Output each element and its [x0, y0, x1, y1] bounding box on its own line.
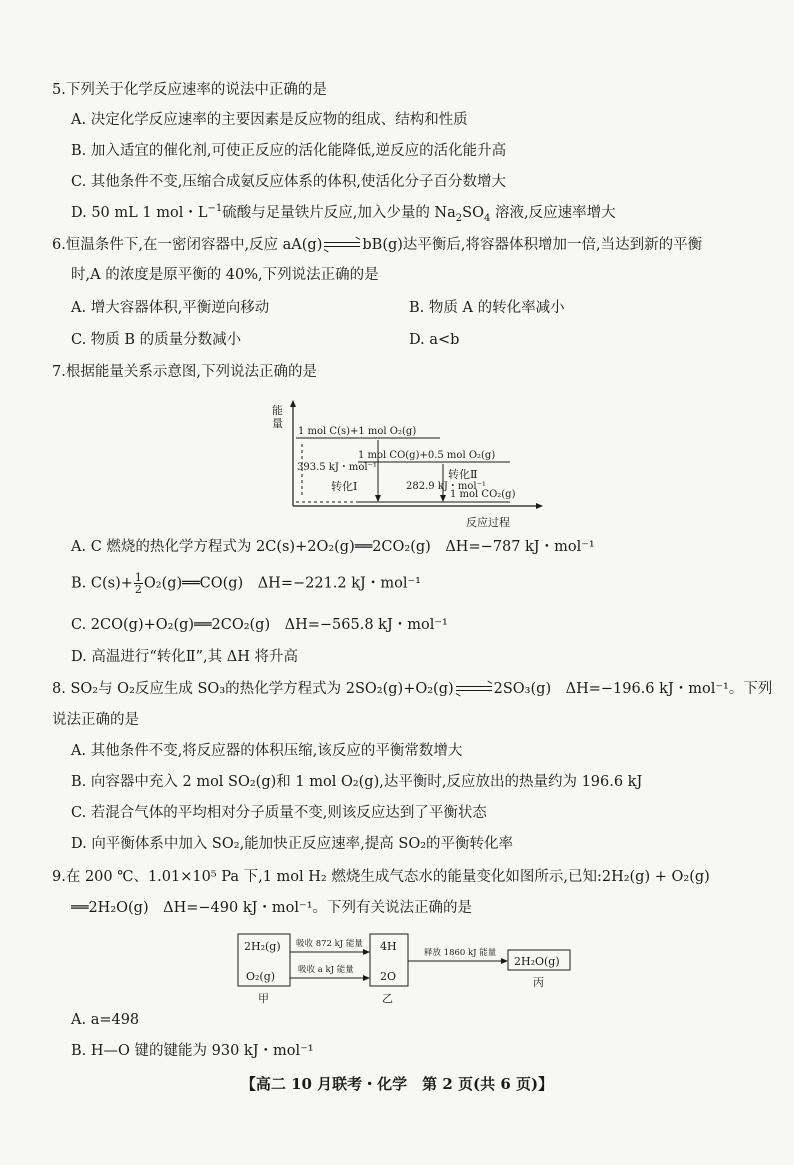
q6-option-c: C. 物质 B 的质量分数减小 — [71, 332, 242, 348]
bond-energy-diagram — [230, 928, 580, 1014]
q6-option-d: D. a<b — [409, 332, 460, 348]
arrow-absorb-a-icon — [363, 975, 370, 981]
q5-option-b: B. 加入适宜的催化剂,可使正反应的活化能降低,逆反应的活化能升高 — [71, 143, 507, 159]
q8-stem: 8. SO₂与 O₂反应生成 SO₃的热化学方程式为 2SO₂(g)+O₂(g) 2SO₃(g) ΔH=−196.6 kJ・mol⁻¹。下列 — [52, 681, 773, 697]
q5-option-c: C. 其他条件不变,压缩合成氨反应体系的体积,使活化分子百分数增大 — [71, 174, 507, 190]
q8-option-a: A. 其他条件不变,将反应器的体积压缩,该反应的平衡常数增大 — [71, 743, 463, 759]
q8-option-d: D. 向平衡体系中加入 SO₂,能加快正反应速率,提高 SO₂的平衡转化率 — [71, 836, 514, 852]
energy-level-2-label: 1 mol CO(g)+0.5 mol O₂(g) — [358, 450, 496, 461]
arrow-absorb-872-icon — [363, 949, 370, 955]
diagram-y-label-bottom: 量 — [272, 417, 283, 430]
energy-level-3-label: 1 mol CO₂(g) — [450, 489, 516, 500]
q8-stem-line2: 说法正确的是 — [52, 712, 139, 728]
q7-option-d: D. 高温进行“转化Ⅱ”,其 ΔH 将升高 — [71, 649, 298, 665]
equilibrium-arrow-icon — [456, 685, 492, 693]
x-axis-arrow-icon — [536, 503, 543, 509]
fraction-one-half: $\frac{1}{2}$ — [134, 571, 142, 596]
page-footer: 【高二 10 月联考・化学 第 2 页(共 6 页)】 — [240, 1075, 554, 1093]
delta2-label: 282.9 kJ・mol⁻¹ — [406, 481, 486, 492]
q9-stem-line2: ══2H₂O(g) ΔH=−490 kJ・mol⁻¹。下列有关说法正确的是 — [71, 900, 473, 916]
box-bing-text: 2H₂O(g) — [514, 955, 560, 968]
arrow-absorb-872-label: 吸收 872 kJ 能量 — [296, 939, 363, 949]
q9-option-a: A. a=498 — [71, 1012, 140, 1028]
q8-option-c: C. 若混合气体的平均相对分子质量不变,则该反应达到了平衡状态 — [71, 805, 487, 821]
energy-level-1-label: 1 mol C(s)+1 mol O₂(g) — [298, 426, 417, 437]
box-yi-label: 乙 — [382, 992, 393, 1005]
box-bing-label: 丙 — [533, 976, 544, 989]
equilibrium-arrow-icon — [324, 241, 360, 249]
q7-option-c: C. 2CO(g)+O₂(g)══2CO₂(g) ΔH=−565.8 kJ・mol⁻¹ — [71, 617, 448, 633]
delta1-label: 393.5 kJ・mol⁻¹ — [297, 462, 377, 473]
q6-stem: 6.恒温条件下,在一密闭容器中,反应 aA(g) bB(g)达平衡后,将容器体积增加一倍,当达到新的平衡 — [52, 237, 703, 253]
q7-stem: 7.根据能量关系示意图,下列说法正确的是 — [52, 364, 317, 380]
q9-option-b: B. H—O 键的键能为 930 kJ・mol⁻¹ — [71, 1043, 314, 1059]
box-yi-top: 4H — [380, 940, 397, 953]
arrow-release-1860-label: 释放 1860 kJ 能量 — [424, 948, 497, 958]
arrow-absorb-a-label: 吸收 a kJ 能量 — [298, 965, 354, 975]
q7-option-b: B. C(s)+ $\frac{1}{2}$ O₂(g)══CO(g) ΔH=−221.2 kJ・mol⁻¹ — [71, 571, 421, 596]
q8-option-b: B. 向容器中充入 2 mol SO₂(g)和 1 mol O₂(g),达平衡时,反应放出的热量约为 196.6 kJ — [71, 774, 643, 790]
y-axis-arrow-icon — [290, 400, 296, 407]
conversion-1-label: 转化Ⅰ — [331, 480, 358, 493]
box-jia-top: 2H₂(g) — [244, 940, 281, 953]
diagram-x-label: 反应过程 — [466, 516, 510, 529]
q7-option-a: A. C 燃烧的热化学方程式为 2C(s)+2O₂(g)══2CO₂(g) ΔH=−787 kJ・mol⁻¹ — [71, 539, 595, 555]
box-jia-label: 甲 — [258, 992, 269, 1005]
q6-option-b: B. 物质 A 的转化率减小 — [409, 300, 565, 316]
conversion-1-arrow-icon — [375, 495, 381, 502]
conversion-2-arrow-icon — [440, 495, 446, 502]
energy-level-diagram — [260, 398, 550, 532]
q5-option-d: D. 50 mL 1 mol・$L^{-1}$硫酸与足量铁片反应,加入少量的 $Na_2SO_4$ 溶液,反应速率增大 — [71, 203, 616, 224]
q9-stem: 9.在 200 ℃、1.01×10⁵ Pa 下,1 mol H₂ 燃烧生成气态水的能量变化如图所示,已知:2H₂(g) + O₂(g) — [52, 869, 710, 885]
conversion-2-label: 转化Ⅱ — [448, 468, 478, 481]
diagram-y-label-top: 能 — [272, 404, 283, 417]
q5-option-a: A. 决定化学反应速率的主要因素是反应物的组成、结构和性质 — [71, 112, 468, 128]
q6-option-a: A. 增大容器体积,平衡逆向移动 — [71, 300, 270, 316]
arrow-release-1860-icon — [501, 958, 508, 964]
q6-stem-line2: 时,A 的浓度是原平衡的 40%,下列说法正确的是 — [71, 267, 379, 283]
q5-stem: 5.下列关于化学反应速率的说法中正确的是 — [52, 82, 327, 98]
box-jia-bottom: O₂(g) — [246, 970, 276, 983]
box-yi-bottom: 2O — [380, 970, 397, 983]
